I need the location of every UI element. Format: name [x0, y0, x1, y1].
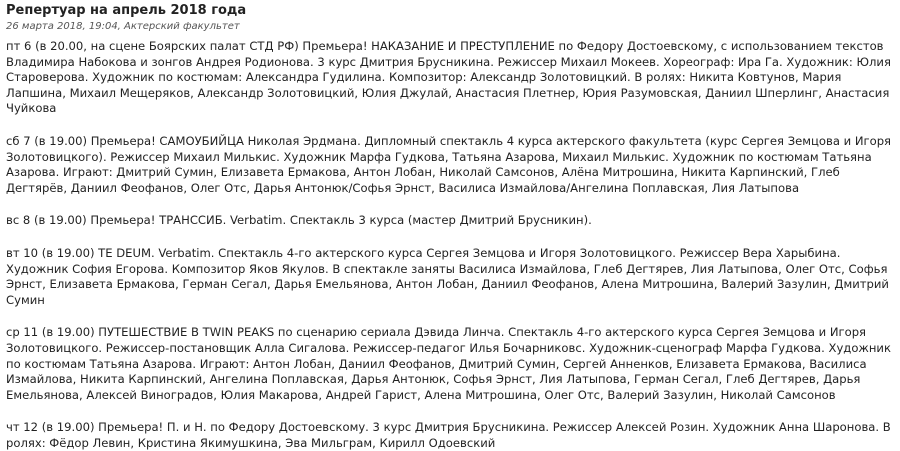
schedule-item-wed-11: ср 11 (в 19.00) ПУТЕШЕСТВИЕ В TWIN PEAKS по сценарию сериала Дэвида Линча. Спектакль 4-го актерского курса Сергея Земцова и Игоря Золотовицкого. Режиссер-постановщик Алла Сигалова. Режиссер-педагог Илья Бочарниковс. Художник-сценограф Марфа Гудкова. Художник по костюмам Татьяна Азарова. Играют: Антон Лобан, Даниил Феофанов, Дмитрий Сумин, Сергей Анненков, Елизавета Ермакова, Василиса Измайлова, Никита Карпинский, Ангелина Поплавская, Дарья Антонюк, Софья Эрнст, Лия Латыпова, Герман Сегал, Глеб Дегтярев, Дарья Емельянова, Алексей Виноградов, Юлия Макарова, Андрей Гарист, Алена Митрошина, Олег Отс, Валерий Зазулин, Николай Самсонов: [6, 325, 891, 402]
post-title: Репертуар на апрель 2018 года: [6, 3, 247, 18]
schedule-item-sat-7: сб 7 (в 19.00) Премьера! САМОУБИЙЦА Николая Эрдмана. Дипломный спектакль 4 курса актерского факультета (курс Сергея Земцова и Игоря Золотовицкого). Режиссер Михаил Милькис. Художник Марфа Гудкова, Татьяна Азарова, Михаил Милькис. Художник по костюмам Татьяна Азарова. Играют: Дмитрий Сумин, Елизавета Ермакова, Антон Лобан, Николай Самсонов, Алёна Митрошина, Никита Карпинский, Глеб Дегтярёв, Даниил Феофанов, Олег Отс, Дарья Антонюк/Софья Эрнст, Василиса Измайлова/Ангелина Поплавская, Лия Латыпова: [6, 133, 892, 195]
schedule-item-tue-10: вт 10 (в 19.00) TE DEUM. Verbatim. Спектакль 4-го актерского курса Сергея Земцова и Игоря Золотовицкого. Режиссер Вера Харыбина. Художник София Егорова. Композитор Яков Якулов. В спектакле заняты Василиса Измайлова, Глеб Дегтярев, Лия Латыпова, Олег Отс, Софья Эрнст, Елизавета Ермакова, Герман Сегал, Дарья Емельянова, Антон Лобан, Даниил Феофанов, Алена Митрошина, Валерий Зазулин, Дмитрий Сумин: [6, 245, 889, 307]
schedule-item-sun-8: вс 8 (в 19.00) Премьера! ТРАНССИБ. Verbatim. Спектакль 3 курса (мастер Дмитрий Брусникин).: [6, 213, 592, 228]
post-body: [6, 39, 896, 451]
schedule-item-fri-6: пт 6 (в 20.00, на сцене Боярских палат СТД РФ) Премьера! НАКАЗАНИЕ И ПРЕСТУПЛЕНИЕ по Федору Достоевскому, с использованием текстов Владимира Набокова и зонгов Андрея Родионова. 3 курс Дмитрия Брусникина. Режиссер Михаил Мокеев. Хореограф: Ира Га. Художник: Юлия Староверова. Художник по костюмам: Александра Гудилина. Композитор: Александр Золотовицкий. В ролях: Никита Ковтунов, Мария Лапшина, Михаил Мещеряков, Александр Золотовицкий, Юлия Джулай, Анастасия Плетнер, Юрия Разумовская, Даниил Шперлинг, Анастасия Чуйкова: [6, 39, 891, 116]
schedule-item-thu-12: чт 12 (в 19.00) Премьера! П. и Н. по Федору Достоевскому. 3 курс Дмитрия Брусникина. Режиссер Алексей Розин. Художник Анна Шаронова. В ролях: Фёдор Левин, Кристина Якимушкина, Эва Мильграм, Кирилл Одоевский: [6, 420, 891, 450]
post-meta: 26 марта 2018, 19:04, Актерский факультет: [6, 21, 240, 32]
news-post: [6, 2, 896, 451]
